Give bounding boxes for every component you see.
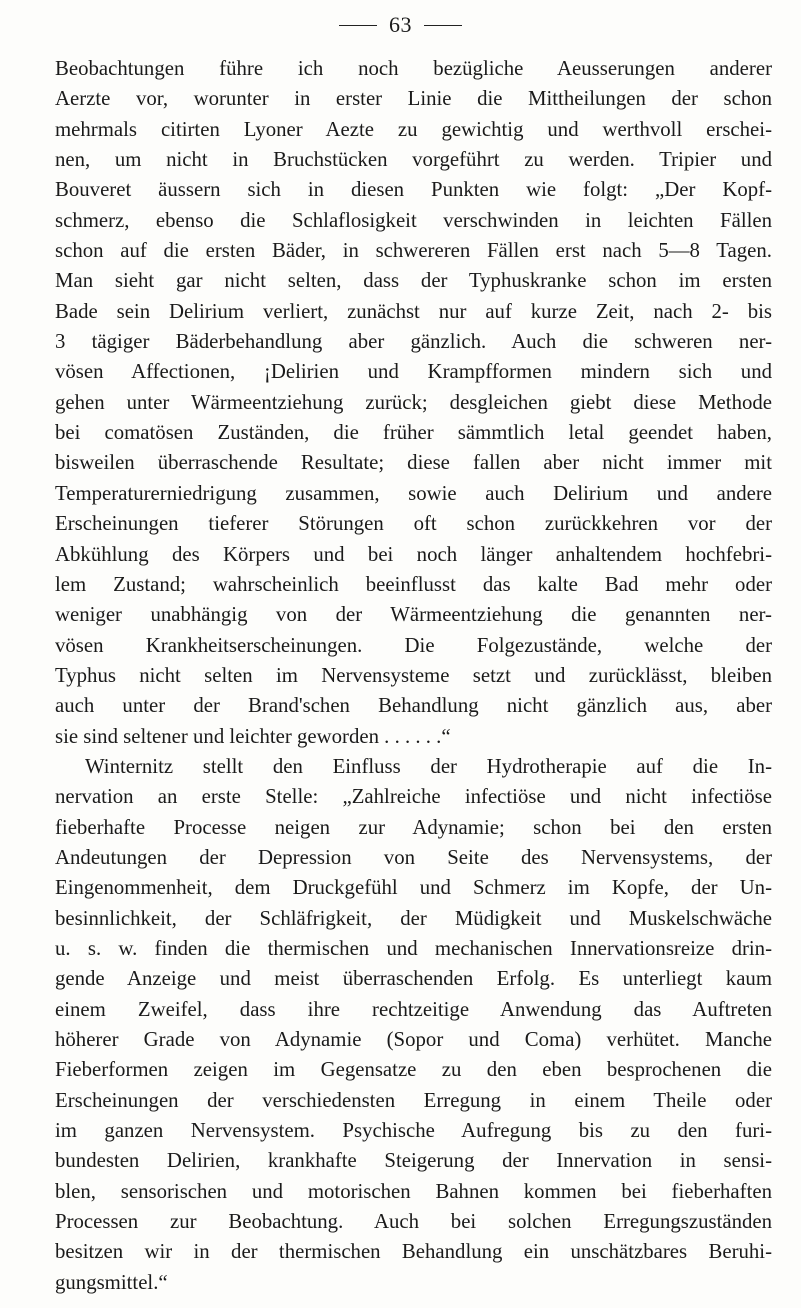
body-text	[55, 54, 772, 1298]
text-line: nen, um nicht in Bruchstücken vorgeführt zu werden. Tripier und	[55, 148, 772, 172]
text-line: 3 tägiger Bäderbehandlung aber gänzlich. Auch die schweren ner-	[55, 330, 772, 354]
text-line: besinnlichkeit, der Schläfrigkeit, der Müdigkeit und Muskelschwäche	[55, 906, 772, 930]
text-line: Abkühlung des Körpers und bei noch länger anhaltendem hochfebri-	[55, 542, 772, 566]
text-line: vösen Affectionen, ¡Delirien und Krampfformen mindern sich und	[55, 360, 772, 384]
text-line: blen, sensorischen und motorischen Bahnen kommen bei fieberhaften	[55, 1179, 772, 1203]
header-rule-left	[339, 25, 377, 26]
text-line: Man sieht gar nicht selten, dass der Typhuskranke schon im ersten	[55, 269, 772, 293]
text-line-paragraph-start: Winternitz stellt den Einfluss der Hydrotherapie auf die In-	[85, 754, 772, 778]
text-line: bei comatösen Zuständen, die früher sämmtlich letal geendet haben,	[55, 421, 772, 445]
text-line: nervation an erste Stelle: „Zahlreiche infectiöse und nicht infectiöse	[55, 785, 772, 809]
text-line: fieberhafte Processe neigen zur Adynamie; schon bei den ersten	[55, 815, 772, 839]
text-line: Bade sein Delirium verliert, zunächst nur auf kurze Zeit, nach 2- bis	[55, 299, 772, 323]
header-rule-right	[424, 25, 462, 26]
text-line: schmerz, ebenso die Schlaflosigkeit verschwinden in leichten Fällen	[55, 208, 772, 232]
text-line: lem Zustand; wahrscheinlich beeinflusst das kalte Bad mehr oder	[55, 572, 772, 596]
text-line: höherer Grade von Adynamie (Sopor und Coma) verhütet. Manche	[55, 1028, 772, 1051]
text-line: Beobachtungen führe ich noch bezügliche Aeusserungen anderer	[55, 57, 772, 80]
page-header	[0, 8, 801, 42]
text-line: gende Anzeige und meist überraschenden Erfolg. Es unterliegt kaum	[55, 967, 772, 991]
text-line: Processen zur Beobachtung. Auch bei solchen Erregungszuständen	[55, 1210, 772, 1234]
text-line: bisweilen überraschende Resultate; diese fallen aber nicht immer mit	[55, 451, 772, 475]
text-line: Andeutungen der Depression von Seite des Nervensystems, der	[55, 845, 772, 869]
text-line: Temperaturerniedrigung zusammen, sowie auch Delirium und andere	[55, 481, 772, 505]
text-line: schon auf die ersten Bäder, in schwereren Fällen erst nach 5—8 Tagen.	[55, 239, 772, 263]
text-line: weniger unabhängig von der Wärmeentziehung die genannten ner-	[55, 603, 772, 627]
text-line: einem Zweifel, dass ihre rechtzeitige Anwendung das Auftreten	[55, 997, 772, 1021]
text-line: u. s. w. finden die thermischen und mechanischen Innervationsreize drin-	[55, 936, 772, 960]
text-line: Aerzte vor, worunter in erster Linie die Mittheilungen der schon	[55, 87, 772, 111]
text-line: Erscheinungen der verschiedensten Erregung in einem Theile oder	[55, 1088, 772, 1112]
text-line-paragraph-end: gungsmittel.“	[55, 1270, 168, 1294]
text-line: vösen Krankheitserscheinungen. Die Folgezustände, welche der	[55, 633, 772, 657]
text-line: Bouveret äussern sich in diesen Punkten wie folgt: „Der Kopf-	[55, 178, 772, 202]
text-line: besitzen wir in der thermischen Behandlung ein unschätzbares Beruhi-	[55, 1240, 772, 1264]
text-line: mehrmals citirten Lyoner Aezte zu gewichtig und werthvoll erschei-	[55, 117, 772, 141]
text-line: Fieberformen zeigen im Gegensatze zu den eben besprochenen die	[55, 1058, 772, 1082]
page-number: 63	[389, 12, 412, 37]
text-line-paragraph-end: sie sind seltener und leichter geworden . . . . . .“	[55, 724, 451, 748]
text-line: Eingenommenheit, dem Druckgefühl und Schmerz im Kopfe, der Un-	[55, 876, 772, 900]
text-line: Erscheinungen tieferer Störungen oft schon zurückkehren vor der	[55, 512, 772, 536]
text-line: gehen unter Wärmeentziehung zurück; desgleichen giebt diese Methode	[55, 390, 772, 414]
text-line: im ganzen Nervensystem. Psychische Aufregung bis zu den furi-	[55, 1119, 772, 1143]
text-line: bundesten Delirien, krankhafte Steigerung der Innervation in sensi-	[55, 1149, 772, 1173]
text-line: Typhus nicht selten im Nervensysteme setzt und zurücklässt, bleiben	[55, 663, 772, 687]
text-line: auch unter der Brand'schen Behandlung nicht gänzlich aus, aber	[55, 694, 772, 718]
